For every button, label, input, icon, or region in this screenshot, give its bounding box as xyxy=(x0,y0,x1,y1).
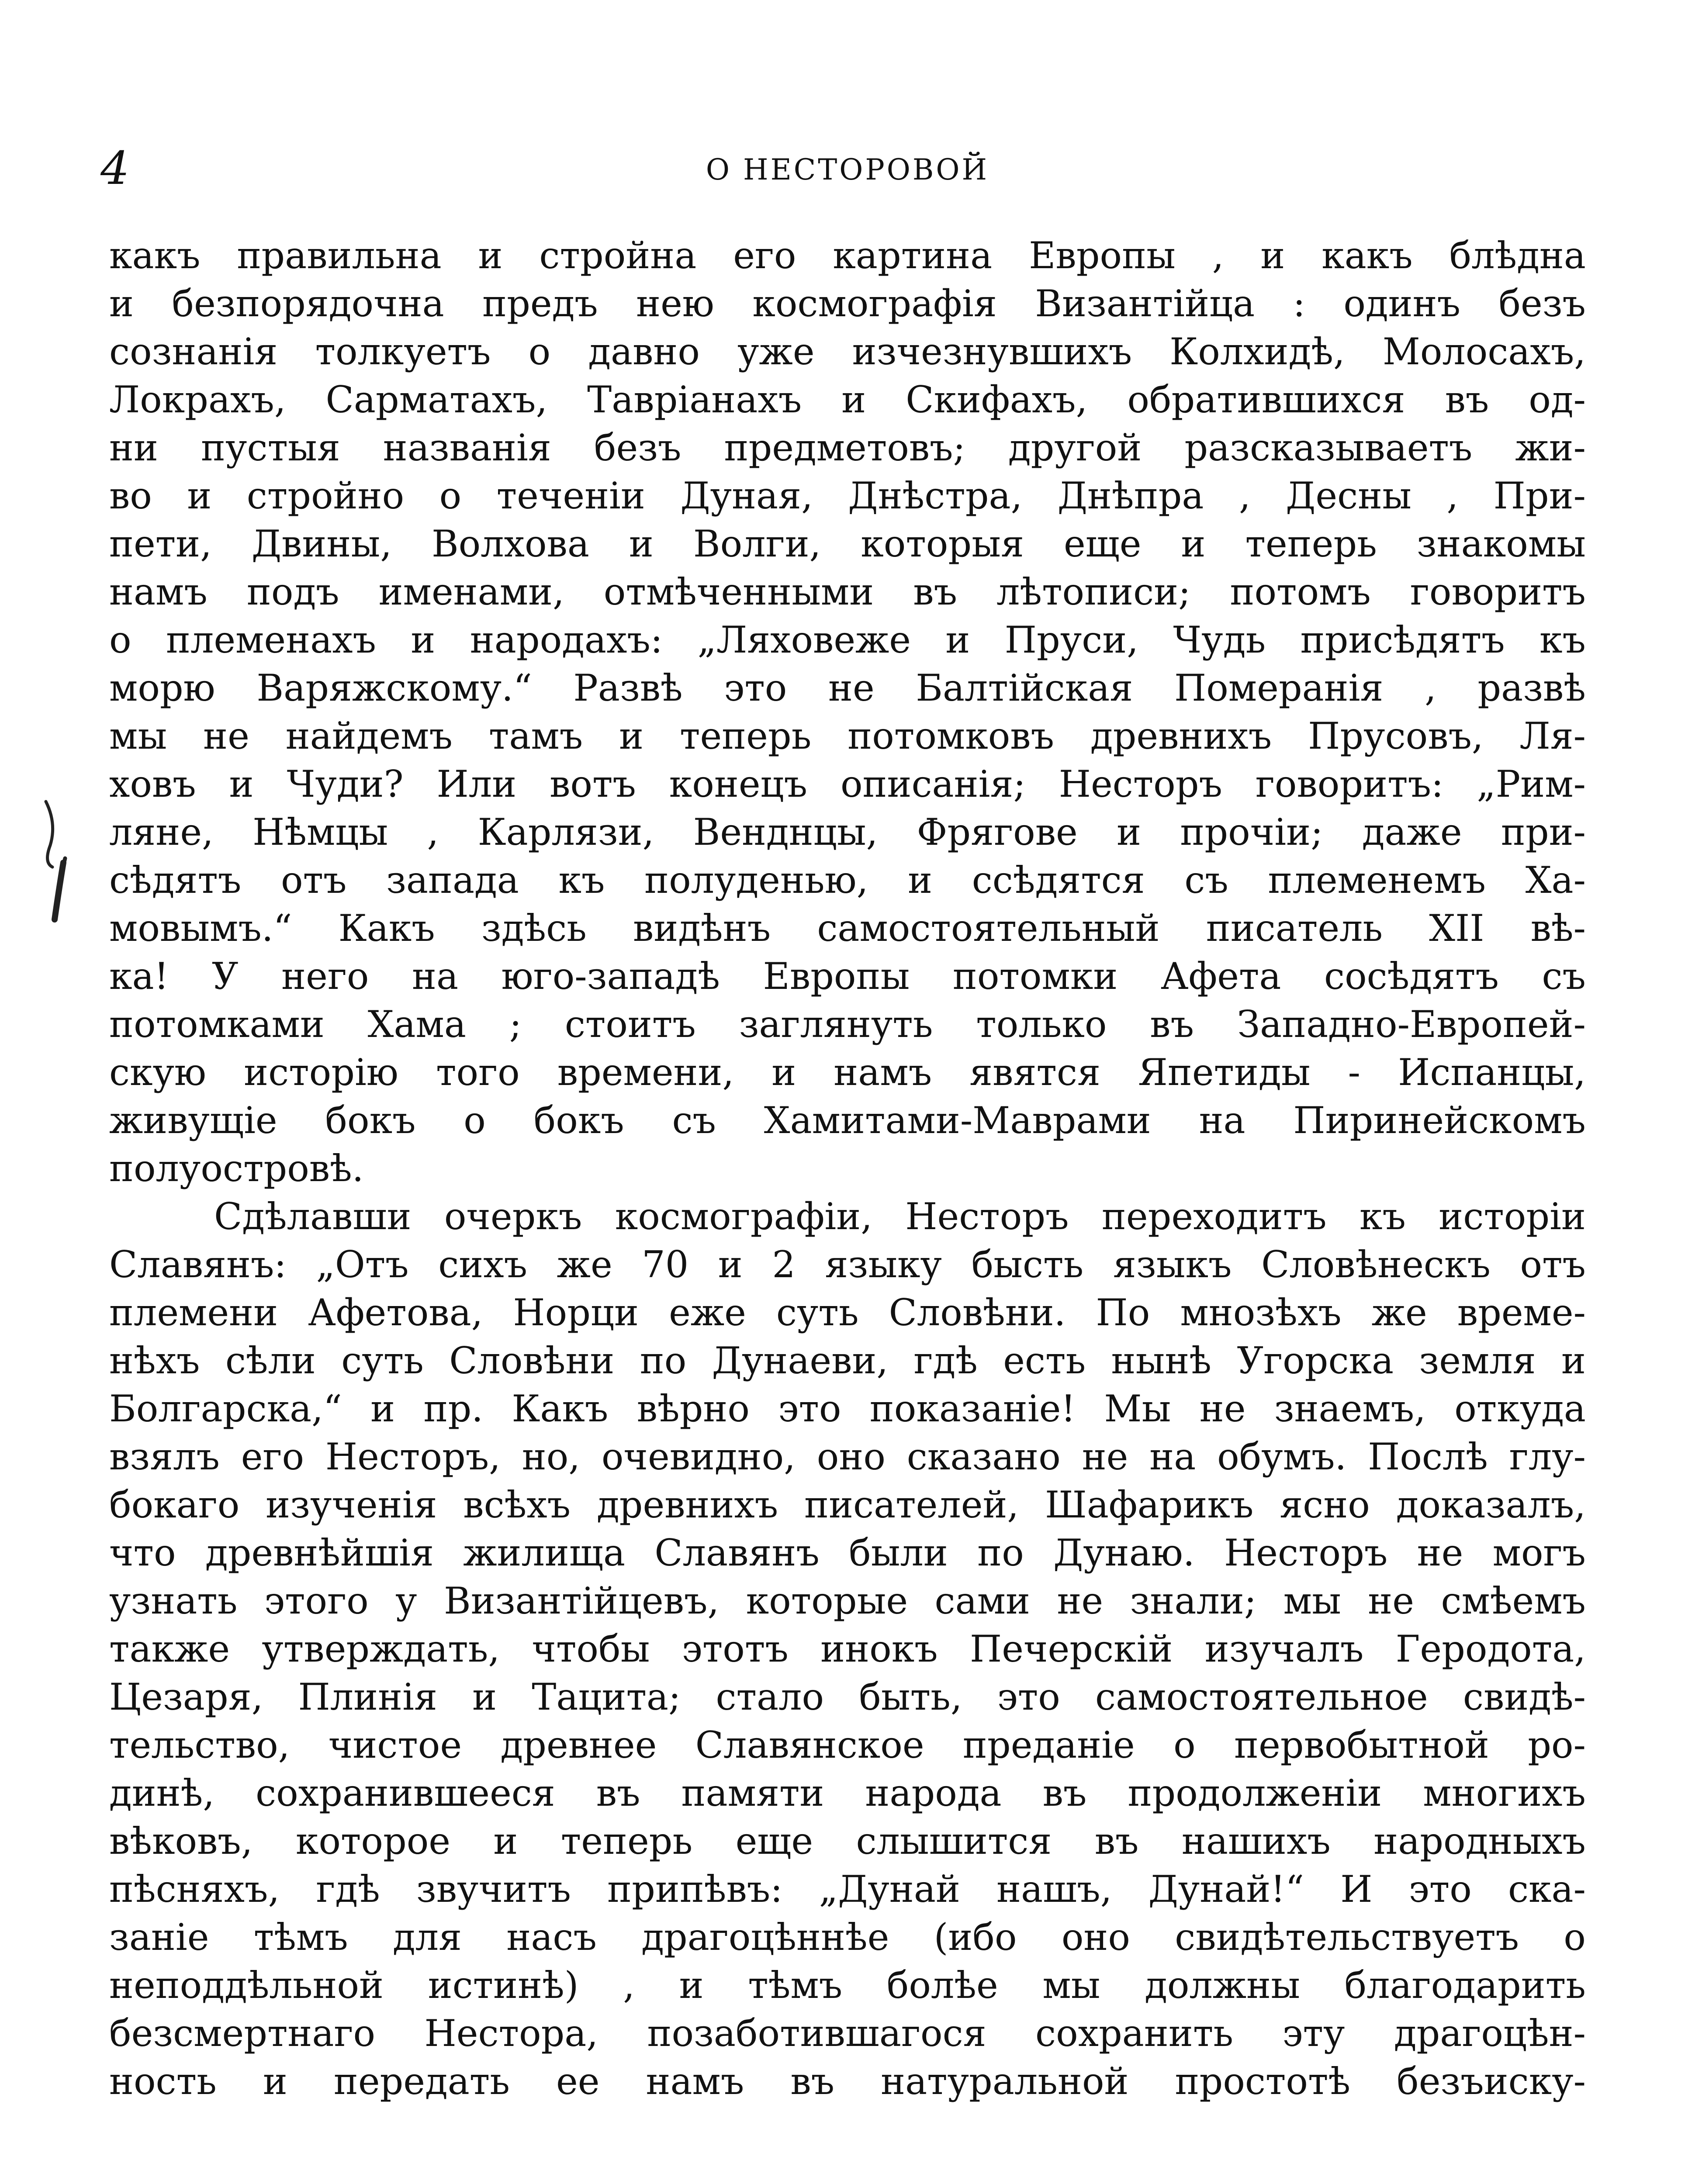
text-line: ка! У него на юго-западѣ Европы потомки Афета сосѣдятъ съ xyxy=(109,955,1586,998)
text-line: узнать этого у Византійцевъ, которые сами не знали; мы не смѣемъ xyxy=(109,1579,1586,1622)
text-line: вѣковъ, которое и теперь еще слышится въ нашихъ народныхъ xyxy=(109,1820,1586,1863)
text-line: нѣхъ сѣли суть Словѣни по Дунаеви, гдѣ есть нынѣ Угорска земля и xyxy=(109,1339,1586,1382)
text-line: пѣсняхъ, гдѣ звучитъ припѣвъ: „Дунай нашъ, Дунай!“ И это ска- xyxy=(109,1868,1586,1911)
paragraph-1 xyxy=(109,232,1586,1192)
page-number: 4 xyxy=(100,142,130,195)
text-line: морю Варяжскому.“ Развѣ это не Балтійская Померанія , развѣ xyxy=(109,667,1586,709)
text-line: что древнѣйшія жилища Славянъ были по Дунаю. Несторъ не могъ xyxy=(109,1531,1586,1574)
text-line: неподдѣльной истинѣ) , и тѣмъ болѣе мы должны благодарить xyxy=(109,1964,1586,2007)
text-line: ность и передать ее намъ въ натуральной простотѣ безъиску- xyxy=(109,2060,1586,2103)
page-header xyxy=(100,142,1595,195)
text-line: Болгарска,“ и пр. Какъ вѣрно это показаніе! Мы не знаемъ, откуда xyxy=(109,1387,1586,1430)
text-line: Сдѣлавши очеркъ космографіи, Несторъ переходитъ къ исторіи xyxy=(214,1195,1586,1238)
text-line: живущіе бокъ о бокъ съ Хамитами-Маврами на Пиринейскомъ xyxy=(109,1099,1586,1142)
text-line: тельство, чистое древнее Славянское преданіе о первобытной ро- xyxy=(109,1724,1586,1766)
text-line: полуостровѣ. xyxy=(109,1147,364,1190)
text-line: также утверждать, чтобы этотъ инокъ Печерскій изучалъ Геродота, xyxy=(109,1628,1586,1670)
text-line: бокаго изученія всѣхъ древнихъ писателей, Шафарикъ ясно доказалъ, xyxy=(109,1483,1586,1526)
text-line: Славянъ: „Отъ сихъ же 70 и 2 языку бысть языкъ Словѣнескъ отъ xyxy=(109,1243,1586,1286)
text-line: Цезаря, Плинія и Тацита; стало быть, это самостоятельное свидѣ- xyxy=(109,1676,1586,1718)
text-line: во и стройно о теченіи Дуная, Днѣстра, Днѣпра , Десны , При- xyxy=(109,474,1586,517)
text-line: сознанія толкуетъ о давно уже изчезнувшихъ Колхидѣ, Молосахъ, xyxy=(109,330,1586,373)
text-line: взялъ его Несторъ, но, очевидно, оно сказано не на обумъ. Послѣ глу- xyxy=(109,1435,1586,1478)
body-text xyxy=(109,232,1586,2105)
text-line: потомками Хама ; стоитъ заглянуть только въ Западно-Европей- xyxy=(109,1003,1586,1046)
text-line: динѣ, сохранившееся въ памяти народа въ продолженіи многихъ xyxy=(109,1772,1586,1814)
paragraph-2 xyxy=(109,1192,1586,2105)
text-line: мовымъ.“ Какъ здѣсь видѣнъ самостоятельный писатель XII вѣ- xyxy=(109,907,1586,950)
text-line: Локрахъ, Сарматахъ, Тавріанахъ и Скифахъ, обратившихся въ од- xyxy=(109,378,1586,421)
text-line: какъ правильна и стройна его картина Европы , и какъ блѣдна xyxy=(109,234,1586,277)
text-line: сѣдятъ отъ запада къ полуденью, и ссѣдятся съ племенемъ Ха- xyxy=(109,859,1586,902)
text-line: ляне, Нѣмцы , Карлязи, Венднцы, Фрягове и прочіи; даже при- xyxy=(109,811,1586,854)
running-title: О НЕСТОРОВОЙ xyxy=(706,153,989,187)
text-line: пети, Двины, Волхова и Волги, которыя еще и теперь знакомы xyxy=(109,522,1586,565)
text-line: мы не найдемъ тамъ и теперь потомковъ древнихъ Прусовъ, Ля- xyxy=(109,715,1586,757)
text-line: племени Афетова, Норци еже суть Словѣни. По мнозѣхъ же време- xyxy=(109,1291,1586,1334)
text-line: заніе тѣмъ для насъ драгоцѣннѣе (ибо оно свидѣтельствуетъ о xyxy=(109,1916,1586,1959)
text-line: намъ подъ именами, отмѣченными въ лѣтописи; потомъ говоритъ xyxy=(109,570,1586,613)
margin-pencil-mark xyxy=(33,797,81,928)
text-line: скую исторію того времени, и намъ явятся Япетиды - Испанцы, xyxy=(109,1051,1586,1094)
text-line: ни пустыя названія безъ предметовъ; другой разсказываетъ жи- xyxy=(109,426,1586,469)
text-line: безсмертнаго Нестора, позаботившагося сохранить эту драгоцѣн- xyxy=(109,2012,1586,2055)
text-line: и безпорядочна предъ нею космографія Византійца : одинъ безъ xyxy=(109,282,1586,325)
text-line: ховъ и Чуди? Или вотъ конецъ описанія; Несторъ говоритъ: „Рим- xyxy=(109,763,1586,805)
text-line: о племенахъ и народахъ: „Ляховеже и Пруси, Чудь присѣдятъ къ xyxy=(109,619,1586,661)
